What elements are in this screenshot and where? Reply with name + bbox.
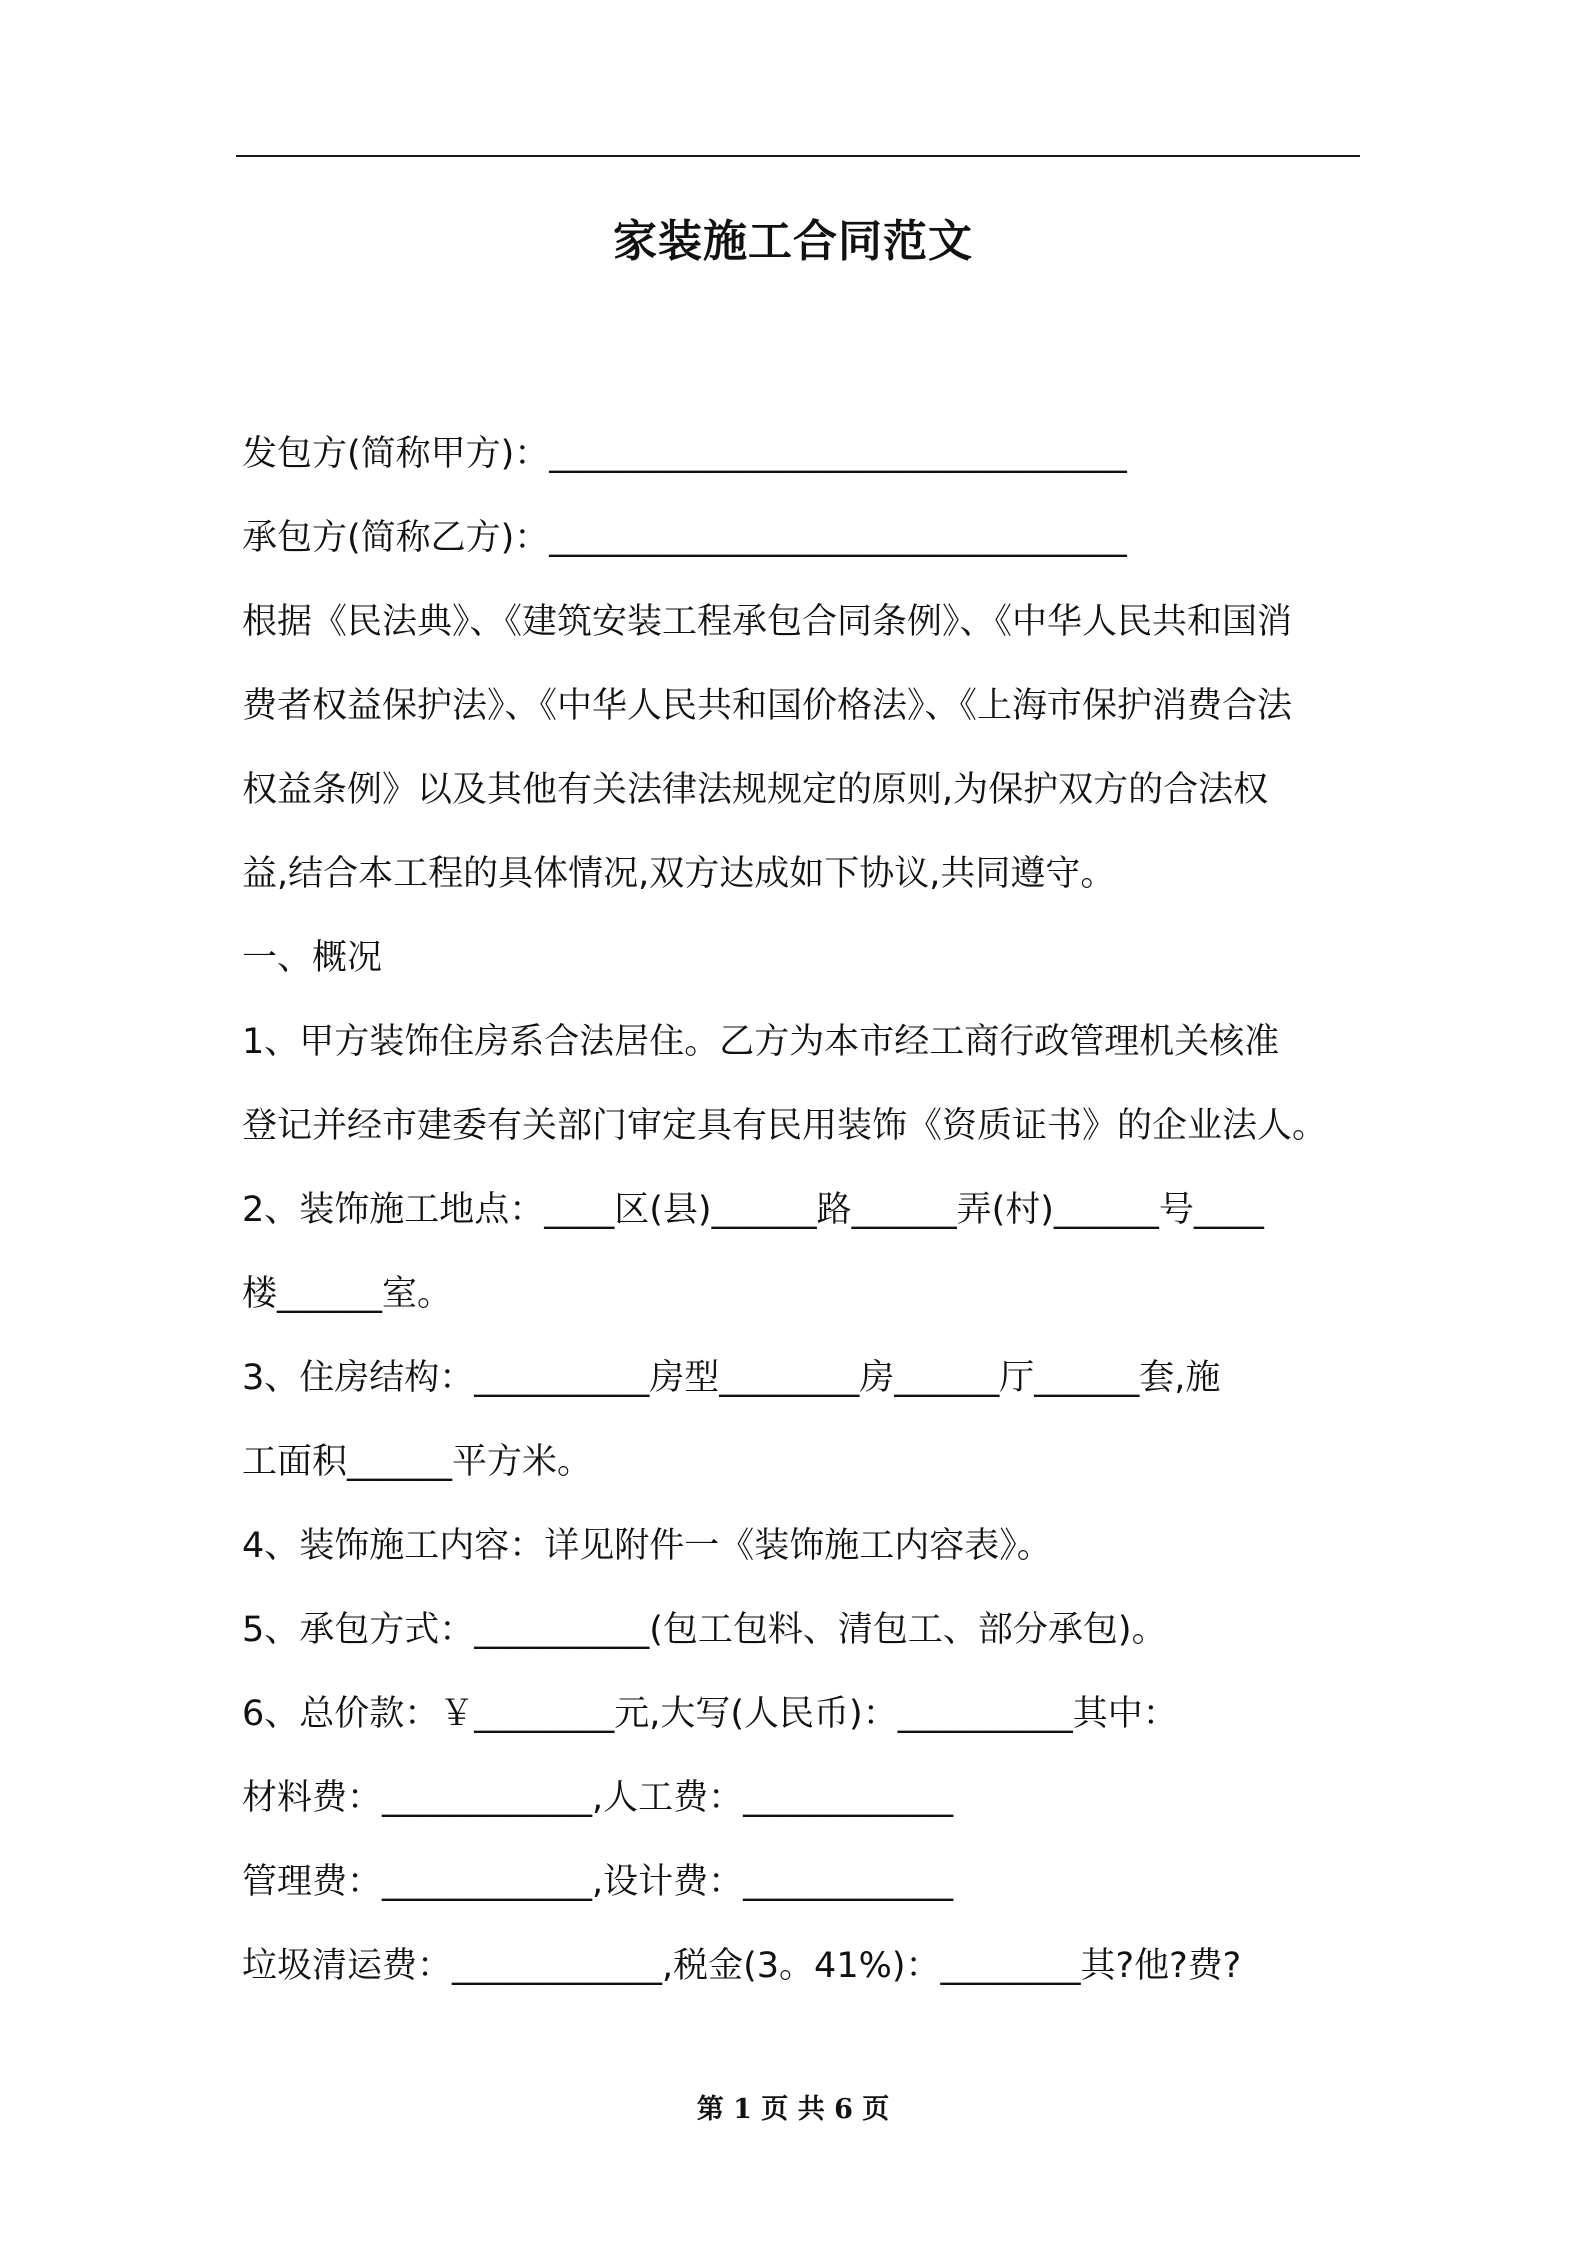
fee-line: 管理费：____________,设计费：____________ <box>242 1862 954 1902</box>
header-rule <box>236 155 1360 157</box>
clause-5-line: 5、承包方式：__________(包工包料、清包工、部分承包)。 <box>242 1610 1167 1650</box>
preamble-line: 根据《民法典》、《建筑安装工程承包合同条例》、《中华人民共和国消 <box>242 602 1293 642</box>
clause-1-line: 登记并经市建委有关部门审定具有民用装饰《资质证书》的企业法人。 <box>242 1106 1328 1146</box>
fee-line: 垃圾清运费：____________,税金(3。41%)：________其?他?费? <box>242 1946 1242 1986</box>
preamble-line: 费者权益保护法》、《中华人民共和国价格法》、《上海市保护消费合法 <box>242 686 1293 726</box>
document-body <box>242 412 1358 2008</box>
clause-3-line: 工面积______平方米。 <box>242 1442 593 1482</box>
clause-3-line: 3、住房结构：__________房型________房______厅______套,施 <box>242 1358 1221 1398</box>
party-a-line: 发包方(简称甲方)：_________________________________ <box>242 434 1127 474</box>
clause-4-line: 4、装饰施工内容：详见附件一《装饰施工内容表》。 <box>242 1526 1052 1566</box>
page-footer: 第 1 页 共 6 页 <box>696 2094 890 2125</box>
document-title: 家装施工合同范文 <box>613 216 973 267</box>
fee-line: 材料费：____________,人工费：____________ <box>242 1778 954 1818</box>
section-heading-overview: 一、概况 <box>242 938 383 978</box>
clause-2-line: 2、装饰施工地点：____区(县)______路______弄(村)______号____ <box>242 1190 1264 1230</box>
preamble-line: 权益条例》以及其他有关法律法规规定的原则,为保护双方的合法权 <box>242 770 1269 810</box>
clause-2-line: 楼______室。 <box>242 1274 453 1314</box>
clause-1-line: 1、甲方装饰住房系合法居住。乙方为本市经工商行政管理机关核准 <box>242 1022 1280 1062</box>
party-b-line: 承包方(简称乙方)：_________________________________ <box>242 518 1127 558</box>
preamble-line: 益,结合本工程的具体情况,双方达成如下协议,共同遵守。 <box>242 854 1116 894</box>
clause-6-line: 6、总价款：￥________元,大写(人民币)：__________其中： <box>242 1694 1178 1734</box>
